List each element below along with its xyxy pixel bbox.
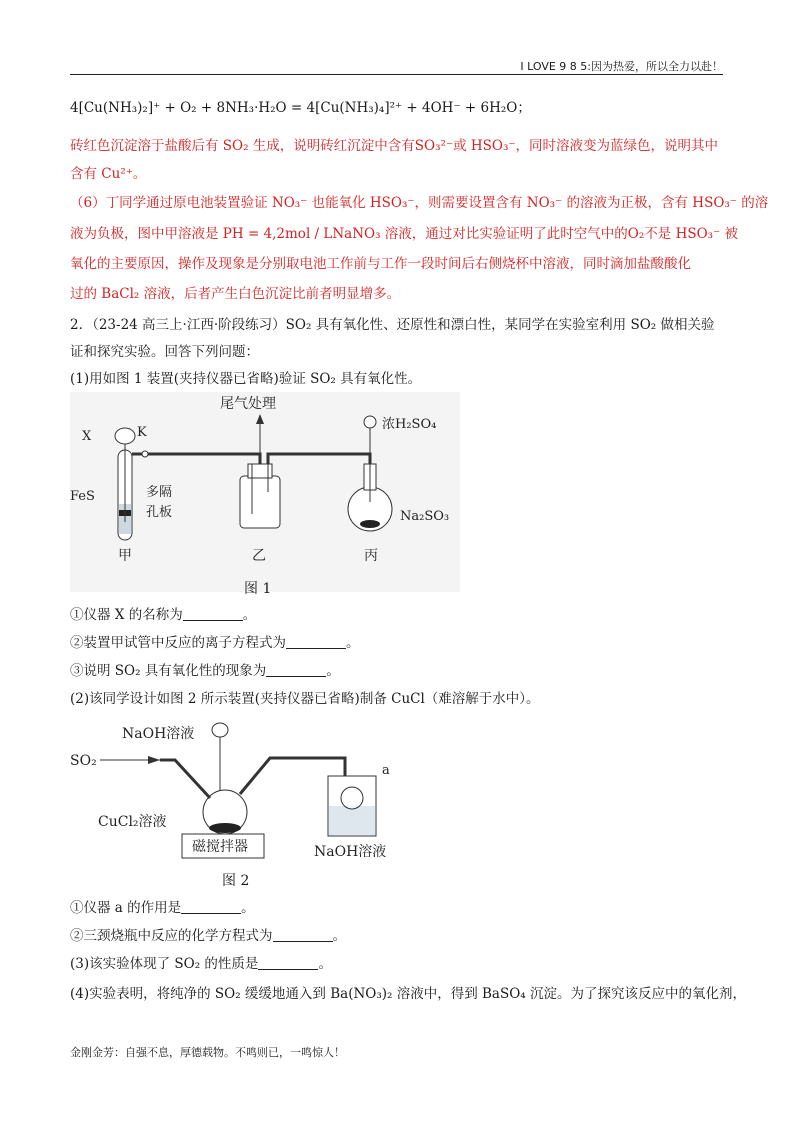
figure-2 bbox=[70, 718, 430, 868]
question-line: (2)该同学设计如图 2 所示装置(夹持仪器已省略)制备 CuCl（难溶解于水中）。 bbox=[70, 691, 540, 707]
question-line: 2．（23-24 高三上·江西·阶段练习）SO₂ 具有氧化性、还原性和漂白性，某同学在实验室利用 SO₂ 做相关验 bbox=[70, 317, 715, 333]
answer-line: 过的 BaCl₂ 溶液，后者产生白色沉淀比前者明显增多。 bbox=[70, 286, 401, 302]
question-line: ②装置甲试管中反应的离子方程式为 。 bbox=[70, 635, 360, 651]
question-line: ③说明 SO₂ 具有氧化性的现象为 。 bbox=[70, 663, 340, 679]
figure-1 bbox=[70, 392, 460, 592]
question-line: ②三颈烧瓶中反应的化学方程式为 。 bbox=[70, 928, 346, 944]
arrow-right-icon bbox=[148, 756, 160, 764]
k-label: K bbox=[137, 425, 147, 440]
cucl2-label: CuCl₂溶液 bbox=[98, 814, 167, 830]
page-footer: 金刚金芳：自强不息，厚德载物。不鸣则已，一鸣惊人！ bbox=[70, 1046, 345, 1059]
answer-line: 液为负极，图中甲溶液是 PH = 4,2mol / LNaNO₃ 溶液，通过对比实验证明了此时空气中的O₂不是 HSO₃⁻ 被 bbox=[70, 226, 738, 242]
answer-line: （6）丁同学通过原电池装置验证 NO₃⁻ 也能氧化 HSO₃⁻，则需要设置含有 NO₃⁻ 的溶液为正极，含有 HSO₃⁻ 的溶 bbox=[70, 195, 769, 211]
fes-label: FeS bbox=[70, 489, 95, 504]
tail-gas-label: 尾气处理 bbox=[220, 396, 276, 412]
page-header bbox=[70, 58, 723, 75]
figure-2-caption: 图 2 bbox=[222, 873, 250, 889]
plate-label-2: 孔板 bbox=[146, 505, 173, 520]
answer-line: 砖红色沉淀溶于盐酸后有 SO₂ 生成，说明砖红沉淀中含有SO₃²⁻或 HSO₃⁻，同时溶液变为蓝绿色，说明其中 bbox=[70, 138, 718, 154]
naoh-bottom-label: NaOH溶液 bbox=[314, 844, 387, 860]
apparatus-a-label: 甲 bbox=[118, 548, 132, 564]
answer-line: 氧化的主要原因，操作及现象是分别取电池工作前与工作一段时间后右侧烧杯中溶液，同时滴加盐酸酸化 bbox=[70, 256, 691, 272]
plate-label-1: 多隔 bbox=[146, 485, 173, 500]
funnel-x bbox=[115, 428, 135, 444]
apparatus-b-label: 乙 bbox=[252, 548, 266, 564]
answer-line: 含有 Cu²⁺。 bbox=[70, 166, 147, 182]
question-line: ①仪器 X 的名称为 。 bbox=[70, 607, 257, 623]
figure-1-caption: 图 1 bbox=[244, 581, 272, 597]
header-text: I LOVE 9 8 5:因为热爱，所以全力以赴！ bbox=[520, 60, 723, 73]
question-line: (4)实验表明，将纯净的 SO₂ 缓缓地通入到 Ba(NO₃)₂ 溶液中，得到 BaSO₄ 沉淀。为了探究该反应中的氧化剂， bbox=[70, 986, 747, 1002]
x-label: X bbox=[82, 429, 92, 444]
acid-label: 浓H₂SO₄ bbox=[382, 417, 437, 432]
salt-label: Na₂SO₃ bbox=[400, 509, 450, 524]
question-line: (3)该实验体现了 SO₂ 的性质是 。 bbox=[70, 956, 332, 972]
apparatus-c-label: 丙 bbox=[364, 548, 378, 564]
question-line: (1)用如图 1 装置(夹持仪器已省略)验证 SO₂ 具有氧化性。 bbox=[70, 371, 422, 387]
bottle-b bbox=[240, 476, 280, 528]
question-line: 证和探究实验。回答下列问题： bbox=[70, 344, 259, 360]
dropping-funnel bbox=[364, 416, 376, 428]
naoh-top-label: NaOH溶液 bbox=[122, 726, 195, 742]
dropping-funnel bbox=[212, 723, 228, 737]
equation-line: 4[Cu(NH₃)₂]⁺ + O₂ + 8NH₃·H₂O = 4[Cu(NH₃)₄]²⁺ + 4OH⁻ + 6H₂O； bbox=[70, 100, 531, 116]
question-line: ①仪器 a 的作用是 。 bbox=[70, 900, 255, 916]
stirrer-label: 磁搅拌器 bbox=[192, 839, 248, 855]
a-label: a bbox=[382, 763, 390, 778]
anti-suckback-bulb bbox=[341, 787, 363, 809]
so2-label: SO₂ bbox=[70, 753, 97, 769]
valve-k bbox=[142, 451, 148, 457]
